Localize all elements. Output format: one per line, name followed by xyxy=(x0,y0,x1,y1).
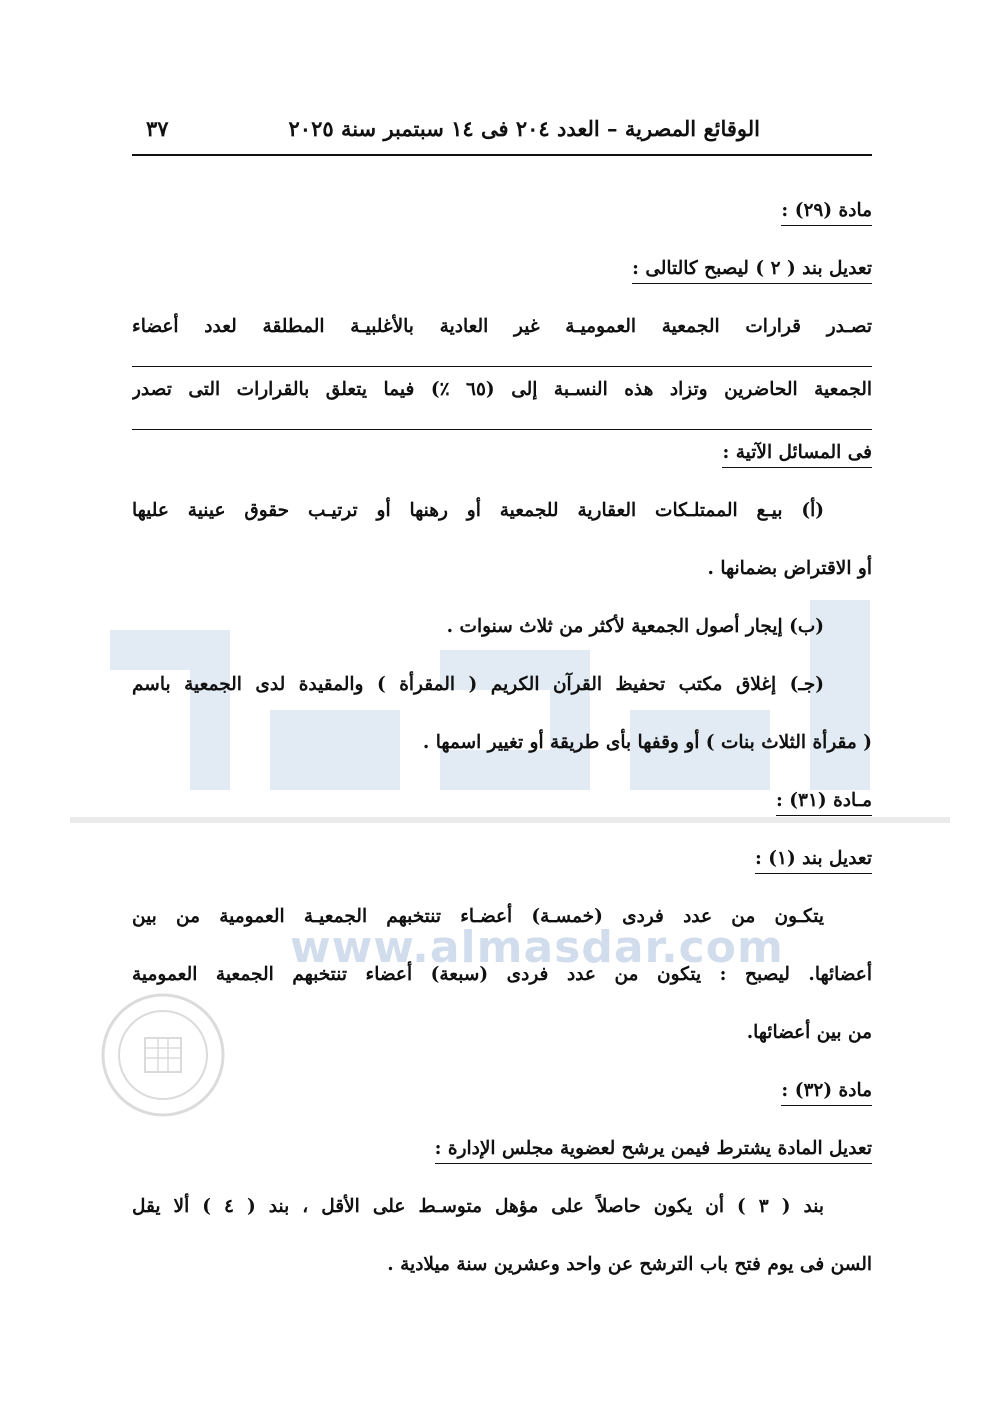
article-32-heading: مادة (٣٢) : xyxy=(781,1080,872,1106)
item-b: (ب) إيجار أصول الجمعية لأكثر من ثلاث سنوات . xyxy=(446,616,824,637)
article-31-line-1: يتكـون من عدد فردى (خمسـة) أعضـاء تنتخبهم الجمعيـة العمومية من بين xyxy=(132,906,824,927)
page-number: ٣٧ xyxy=(146,116,169,141)
article-29-line-2: الجمعية الحاضرين وتزاد هذه النسـبة إلى (٦٥ ٪) فيما يتعلق بالقرارات التى تصدر xyxy=(132,367,872,430)
article-31-line-2: أعضائها. ليصبح : يتكون من عدد فردى (سبعة) أعضاء تنتخبهم الجمعية العمومية xyxy=(132,964,872,985)
item-c-line-1: (جـ) إغلاق مكتب تحفيظ القرآن الكريم ( المقرأة ) والمقيدة لدى الجمعية باسم xyxy=(132,674,824,695)
gazette-title: الوقائع المصرية – العدد ٢٠٤ فى ١٤ سبتمبر سنة ٢٠٢٥ xyxy=(288,116,760,141)
article-29-amendment: تعديل بند ( ٢ ) ليصبح كالتالى : xyxy=(632,258,872,284)
article-32-line-1: بند ( ٣ ) أن يكون حاصلاً على مؤهل متوسـط على الأقل ، بند ( ٤ ) ألا يقل xyxy=(132,1196,824,1217)
article-32-amendment: تعديل المادة يشترط فيمن يرشح لعضوية مجلس الإدارة : xyxy=(435,1138,872,1164)
article-31-heading: مـادة (٣١) : xyxy=(776,790,872,816)
article-31-amendment: تعديل بند (١) : xyxy=(755,848,872,874)
article-31-line-3: من بين أعضائها. xyxy=(746,1022,872,1043)
item-c-line-2: ( مقرأة الثلاث بنات ) أو وقفها بأى طريقة أو تغيير اسمها . xyxy=(422,732,872,753)
article-29-line-3: فى المسائل الآتية : xyxy=(722,442,872,468)
document-body xyxy=(132,188,872,1300)
article-29-line-1: تصـدر قرارات الجمعية العموميـة غير العادية بالأغلبيـة المطلقة لعدد أعضاء xyxy=(132,304,872,367)
watermark-url: www.almasdar.com xyxy=(290,922,784,973)
article-29-heading: مادة (٢٩) : xyxy=(781,200,872,226)
page-header xyxy=(132,112,872,156)
article-32-line-2: السن فى يوم فتح باب الترشح عن واحد وعشرين سنة ميلادية . xyxy=(387,1254,872,1275)
item-a-line-1: (أ) بيـع الممتلـكات العقارية للجمعية أو رهنها أو ترتيـب حقوق عينية عليها xyxy=(132,500,824,521)
item-a-line-2: أو الاقتراض بضمانها . xyxy=(707,558,872,579)
